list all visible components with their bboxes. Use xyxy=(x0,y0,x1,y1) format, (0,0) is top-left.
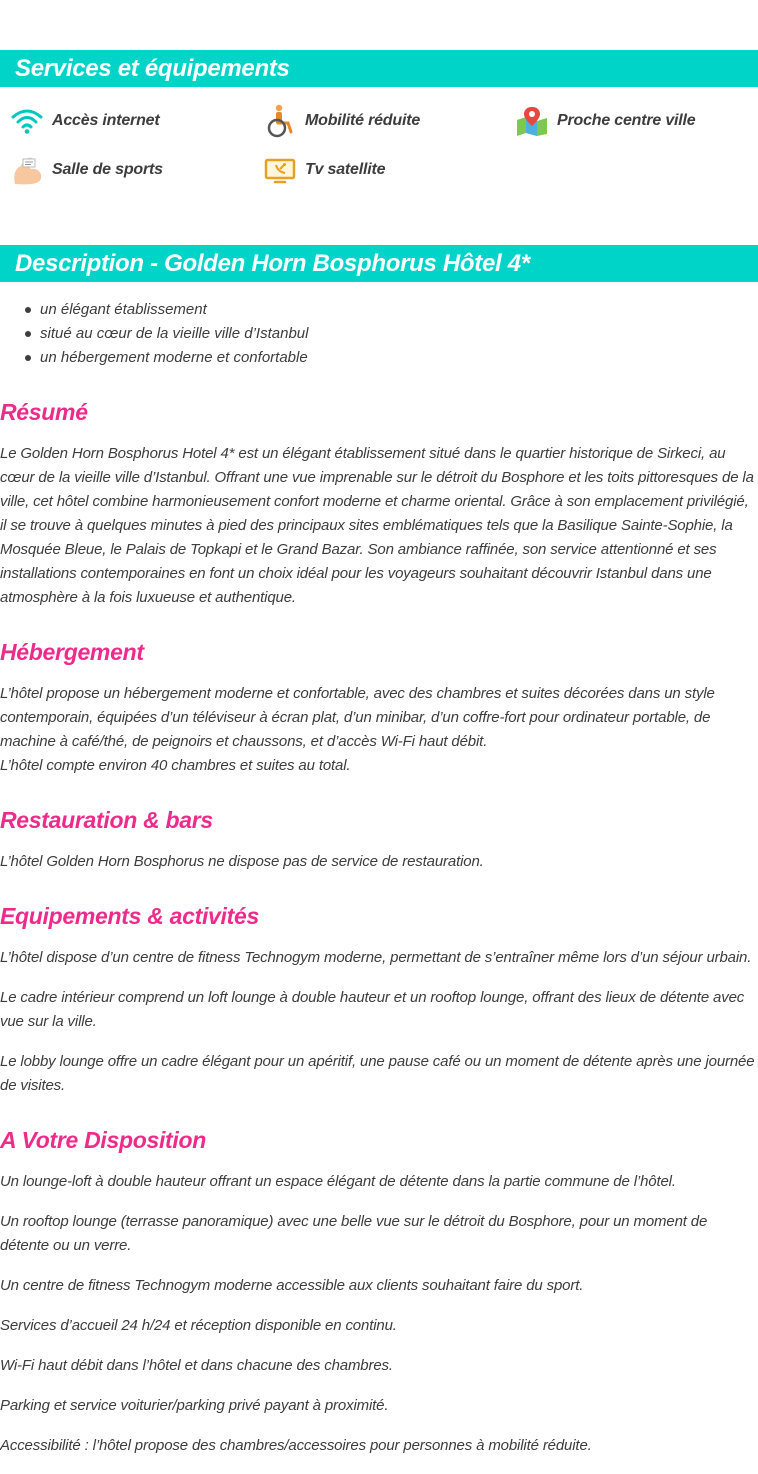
services-section-title: Services et équipements xyxy=(0,50,758,87)
disposition-text-4: Services d’accueil 24 h/24 et réception disponible en continu. xyxy=(0,1317,397,1334)
wheelchair-icon xyxy=(263,104,297,138)
hebergement-text: L’hôtel propose un hébergement moderne et confortable, avec des chambres et suites décorées dans un style contemporain, équipées d’un téléviseur à écran plat, d’un minibar, d’un coffre-fort pour ordinateur portable, de machine à café/thé, de peignoirs et chaussons, et d’accès Wi-Fi haut débit. xyxy=(0,685,715,750)
hebergement-rooms-text: L’hôtel compte environ 40 chambres et suites au total. xyxy=(0,757,351,774)
equipements-text-2: Le cadre intérieur comprend un loft lounge à double hauteur et un rooftop lounge, offrant des lieux de détente avec vue sur la ville. xyxy=(0,989,745,1030)
disposition-text-7: Accessibilité : l’hôtel propose des chambres/accessoires pour personnes à mobilité réduite. xyxy=(0,1437,592,1454)
tv-icon xyxy=(263,153,297,187)
equipements-heading: Equipements & activités xyxy=(0,903,259,929)
service-label: Salle de sports xyxy=(52,161,163,178)
service-gym xyxy=(10,150,163,190)
service-label: Tv satellite xyxy=(305,161,386,178)
wifi-icon xyxy=(10,104,44,138)
gym-icon xyxy=(10,153,44,187)
restauration-heading: Restauration & bars xyxy=(0,807,213,833)
service-internet xyxy=(10,101,159,141)
disposition-text-3: Un centre de fitness Technogym moderne accessible aux clients souhaitant faire du sport. xyxy=(0,1277,584,1294)
description-bullets xyxy=(0,298,308,370)
equipements-text-1: L’hôtel dispose d’un centre de fitness Technogym moderne, permettant de s’entraîner même lors d’un séjour urbain. xyxy=(0,949,752,966)
hebergement-heading: Hébergement xyxy=(0,639,144,665)
disposition-text-5: Wi-Fi haut débit dans l’hôtel et dans chacune des chambres. xyxy=(0,1357,393,1374)
equipements-text-3: Le lobby lounge offre un cadre élégant pour un apéritif, une pause café ou un moment de détente après une journée de visites. xyxy=(0,1053,755,1094)
disposition-text-6: Parking et service voiturier/parking privé payant à proximité. xyxy=(0,1397,389,1414)
restauration-text: L’hôtel Golden Horn Bosphorus ne dispose pas de service de restauration. xyxy=(0,853,484,870)
bullet-item: un élégant établissement xyxy=(0,298,308,322)
description-section-title: Description - Golden Horn Bosphorus Hôtel 4* xyxy=(0,245,758,282)
disposition-heading: A Votre Disposition xyxy=(0,1127,206,1153)
bullet-item: un hébergement moderne et confortable xyxy=(0,346,308,370)
map-pin-icon xyxy=(515,104,549,138)
service-tv xyxy=(263,150,385,190)
resume-heading: Résumé xyxy=(0,399,88,425)
bullet-item: situé au cœur de la vieille ville d’Istanbul xyxy=(0,322,308,346)
disposition-text-1: Un lounge-loft à double hauteur offrant un espace élégant de détente dans la partie commune de l’hôtel. xyxy=(0,1173,676,1190)
resume-text: Le Golden Horn Bosphorus Hotel 4* est un élégant établissement situé dans le quartier historique de Sirkeci, au cœur de la vieille ville d’Istanbul. Offrant une vue imprenable sur le détroit du Bosphore et les toits pittoresques de la ville, cet hôtel combine harmonieusement confort moderne et charme oriental. Grâce à son emplacement privilégié, il se trouve à quelques minutes à pied des principaux sites emblématiques tels que la Basilique Sainte-Sophie, la Mosquée Bleue, le Palais de Topkapi et le Grand Bazar. Son ambiance raffinée, son service attentionné et ses installations contemporaines en font un choix idéal pour les voyageurs souhaitant découvrir Istanbul dans une atmosphère à la fois luxueuse et authentique. xyxy=(0,445,754,606)
service-mobility xyxy=(263,101,420,141)
service-label: Accès internet xyxy=(52,112,160,129)
disposition-text-2: Un rooftop lounge (terrasse panoramique) avec une belle vue sur le détroit du Bosphore, pour un moment de détente ou un verre. xyxy=(0,1213,708,1254)
service-label: Proche centre ville xyxy=(557,112,696,129)
service-label: Mobilité réduite xyxy=(305,112,421,129)
service-city-center xyxy=(515,101,696,141)
